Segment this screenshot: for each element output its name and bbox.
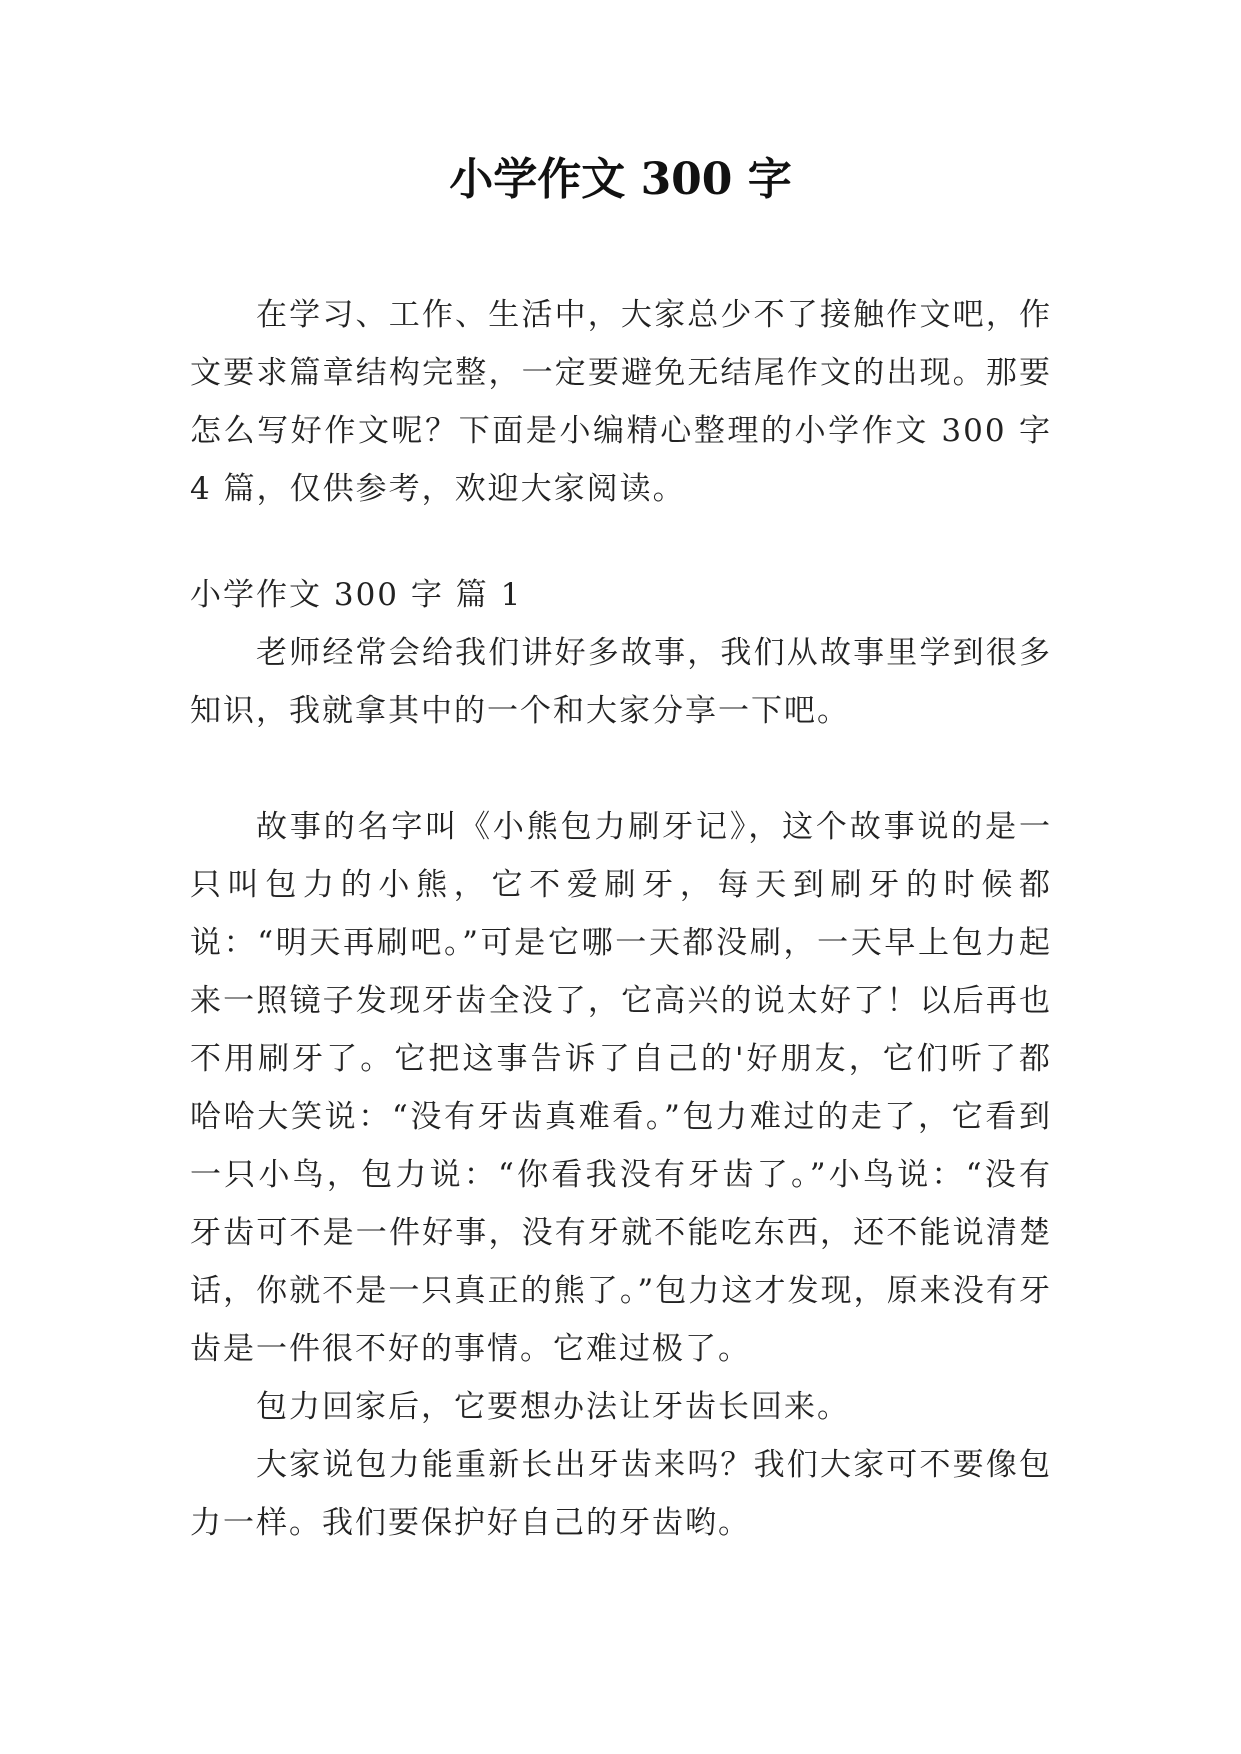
body-paragraph-1: 老师经常会给我们讲好多故事，我们从故事里学到很多知识，我就拿其中的一个和大家分享一下吧。 bbox=[190, 635, 1052, 729]
intro-paragraph: 在学习、工作、生活中，大家总少不了接触作文吧，作文要求篇章结构完整，一定要避免无结尾作文的出现。那要怎么写好作文呢？下面是小编精心整理的小学作文 300 字 4 篇，仅供参考，欢迎大家阅读。 bbox=[190, 297, 1052, 507]
body-paragraph-4: 大家说包力能重新长出牙齿来吗？我们大家可不要像包力一样。我们要保护好自己的牙齿哟。 bbox=[190, 1447, 1052, 1541]
body-paragraph-3: 包力回家后，它要想办法让牙齿长回来。 bbox=[256, 1389, 850, 1425]
document-body bbox=[190, 286, 1052, 1552]
section-heading: 小学作文 300 字 篇 1 bbox=[190, 577, 523, 613]
document-title: 小学作文 300 字 bbox=[449, 154, 792, 205]
body-paragraph-2: 故事的名字叫《小熊包力刷牙记》，这个故事说的是一只叫包力的小熊，它不爱刷牙，每天到刷牙的时候都说：“明天再刷吧。”可是它哪一天都没刷，一天早上包力起来一照镜子发现牙齿全没了，它高兴的说太好了！以后再也不用刷牙了。它把这事告诉了自己的'好朋友，它们听了都哈哈大笑说：“没有牙齿真难看。”包力难过的走了，它看到一只小鸟，包力说：“你看我没有牙齿了。”小鸟说：“没有牙齿可不是一件好事，没有牙就不能吃东西，还不能说清楚话，你就不是一只真正的熊了。”包力这才发现，原来没有牙齿是一件很不好的事情。它难过极了。 bbox=[190, 809, 1052, 1367]
